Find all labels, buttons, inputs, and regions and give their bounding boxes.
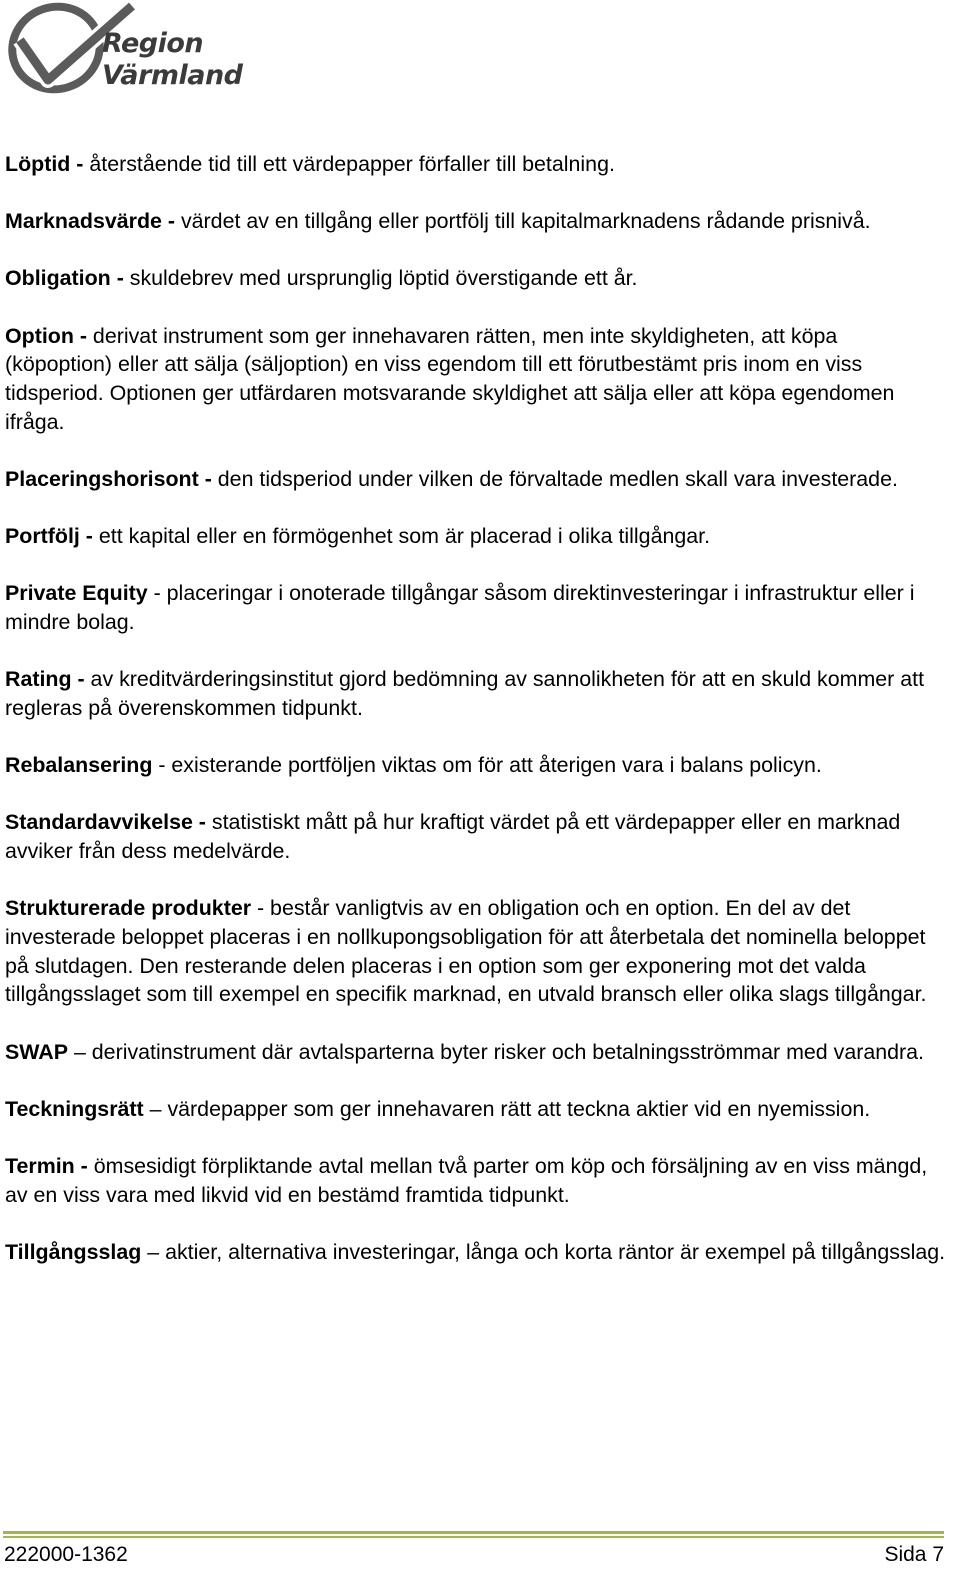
glossary-entry-standardavvikelse [5, 808, 950, 865]
entry-term: Placeringshorisont - [5, 466, 212, 491]
glossary-entry-rating [5, 665, 950, 722]
glossary-entry-portfolj [5, 522, 950, 551]
entry-term: Private Equity [5, 581, 148, 606]
entry-term: SWAP [5, 1039, 68, 1064]
glossary-entry-swap [5, 1038, 950, 1067]
glossary-entry-placeringshorisont [5, 465, 950, 494]
footer-rule [3, 1531, 944, 1534]
entry-term: Marknadsvärde - [5, 209, 176, 234]
entry-definition: - existerande portföljen viktas om för att återigen vara i balans policyn. [152, 753, 822, 778]
entry-definition: - placeringar i onoterade tillgångar såsom direktinvesteringar i infrastruktur eller i mindre bolag. [5, 581, 915, 635]
logo-text-varmland: Värmland [102, 60, 243, 91]
entry-term: Rebalansering [5, 753, 153, 778]
entry-definition: skuldebrev med ursprunglig löptid överstigande ett år. [123, 266, 638, 291]
glossary-entry-teckningsratt [5, 1095, 950, 1124]
region-varmland-logo [4, 0, 244, 100]
entry-term: Rating - [5, 667, 85, 692]
glossary-entry-private-equity [5, 579, 950, 636]
entry-definition: värdet av en tillgång eller portfölj till kapitalmarknadens rådande prisnivå. [175, 209, 871, 234]
entry-definition: den tidsperiod under vilken de förvaltade medlen skall vara investerade. [211, 466, 898, 491]
logo-text-region: Region [102, 28, 204, 59]
entry-term: Standardavvikelse - [5, 810, 206, 835]
entry-definition: ömsesidigt förpliktande avtal mellan två parter om köp och försäljning av en viss mängd, av en viss vara med likvid vid en bestämd framtida tidpunkt. [5, 1153, 928, 1207]
entry-definition: ett kapital eller en förmögenhet som är placerad i olika tillgångar. [92, 524, 711, 549]
entry-definition: – värdepapper som ger innehavaren rätt att teckna aktier vid en nyemission. [143, 1096, 871, 1121]
entry-term: Termin - [5, 1153, 88, 1178]
entry-definition: – derivatinstrument där avtalsparterna byter risker och betalningsströmmar med varandra. [68, 1039, 925, 1064]
entry-definition: – aktier, alternativa investeringar, långa och korta räntor är exempel på tillgångsslag. [141, 1239, 946, 1264]
glossary-entry-marknadsvarde [5, 207, 950, 236]
glossary-entry-loptid [5, 150, 950, 179]
glossary-entry-obligation [5, 264, 950, 293]
entry-term: Löptid - [5, 152, 84, 176]
entry-term: Tillgångsslag [5, 1239, 142, 1264]
glossary-list [5, 150, 950, 1295]
entry-definition: återstående tid till ett värdepapper förfaller till betalning. [83, 152, 615, 176]
glossary-entry-strukturerade-produkter [5, 894, 950, 1009]
page-number: Sida 7 [884, 1543, 944, 1566]
glossary-entry-option [5, 322, 950, 437]
entry-definition: av kreditvärderingsinstitut gjord bedömning av sannolikheten för att en skuld kommer att regleras på överenskommen tidpunkt. [5, 667, 925, 720]
entry-term: Portfölj - [5, 524, 93, 549]
footer-rule-thin [3, 1536, 944, 1538]
entry-term: Option - [5, 323, 87, 348]
glossary-entry-rebalansering [5, 751, 950, 780]
entry-definition: statistiskt mått på hur kraftigt värdet på ett värdepapper eller en marknad avviker från dess medelvärde. [5, 810, 901, 864]
entry-term: Strukturerade produkter [5, 896, 252, 921]
entry-definition: derivat instrument som ger innehavaren rätten, men inte skyldigheten, att köpa (köpoption) eller att sälja (säljoption) en viss egendom till ett förutbestämt pris inom en viss tidsperiod. Optionen ger utfärdaren motsvarande skyldighet att sälja eller att köpa egendomen ifråga. [5, 323, 895, 434]
entry-term: Obligation - [5, 266, 124, 291]
glossary-entry-tillgangsslag [5, 1238, 950, 1267]
glossary-entry-termin [5, 1152, 950, 1209]
entry-term: Teckningsrätt [5, 1096, 144, 1121]
document-number: 222000-1362 [4, 1543, 128, 1566]
entry-definition: - består vanligtvis av en obligation och en option. En del av det investerade beloppet placeras i en nollkupongsobligation för att återbetala det nominella beloppet på slutdagen. Den resterande delen placeras i en option som ger exponering mot det valda tillgångsslaget som till exempel en specifik marknad, en utvald bransch eller olika slags tillgångar. [5, 896, 927, 1007]
